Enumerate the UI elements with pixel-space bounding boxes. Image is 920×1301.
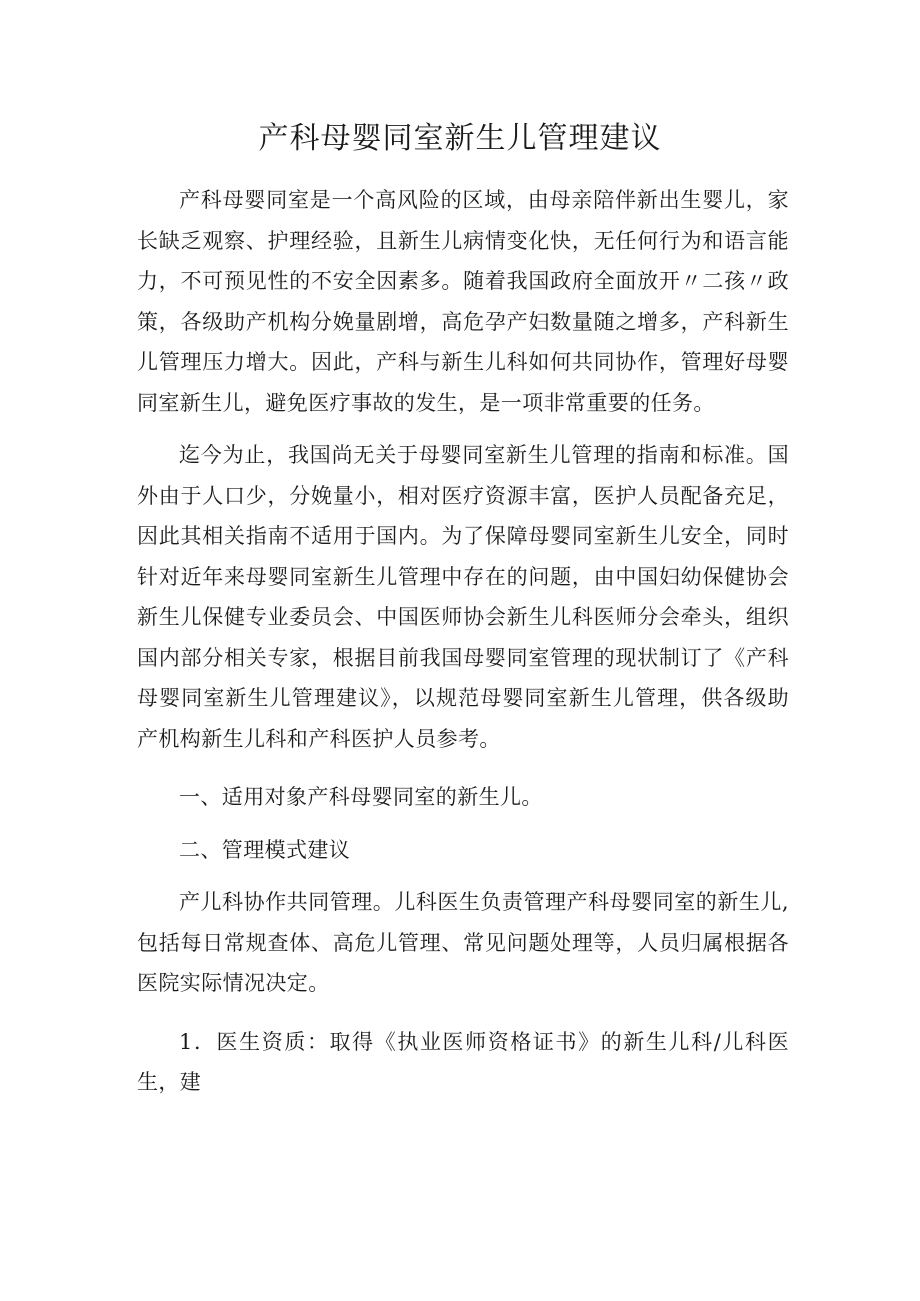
list-item-doctor-qualification: 1．医生资质：取得《执业医师资格证书》的新生儿科/儿科医生，建 [137,1029,789,1094]
paragraph-intro: 产科母婴同室是一个高风险的区域，由母亲陪伴新出生婴儿，家长缺乏观察、护理经验，且新生儿病情变化快，无任何行为和语言能力，不可预见性的不安全因素多。随着我国政府全面放开〃二孩〃政策，各级助产机构分娩量剧增，高危孕产妇数量随之增多，产科新生儿管理压力增大。因此，产科与新生儿科如何共同协作，管理好母婴同室新生儿，避免医疗事故的发生，是一项非常重要的任务。 [137,188,789,415]
section-heading-scope: 一、适用对象产科母婴同室的新生儿。 [179,785,543,809]
section-heading-management-model: 二、管理模式建议 [179,837,351,862]
document-title: 产科母婴同室新生儿管理建议 [258,121,662,156]
paragraph-management-model: 产儿科协作共同管理。儿科医生负责管理产科母婴同室的新生儿,包括每日常规查体、高危儿管理、常见问题处理等，人员归属根据各医院实际情况决定。 [137,890,789,995]
document-body [137,180,789,1103]
paragraph-background: 迄今为止，我国尚无关于母婴同室新生儿管理的指南和标准。国外由于人口少，分娩量小，相对医疗资源丰富，医护人员配备充足，因此其相关指南不适用于国内。为了保障母婴同室新生儿安全，同时针对近年来母婴同室新生儿管理中存在的问题，由中国妇幼保健协会新生儿保健专业委员会、中国医师协会新生儿科医师分会牵头，组织国内部分相关专家，根据目前我国母婴同室管理的现状制订了《产科母婴同室新生儿管理建议》，以规范母婴同室新生儿管理，供各级助产机构新生儿科和产科医护人员参考。 [137,443,789,751]
